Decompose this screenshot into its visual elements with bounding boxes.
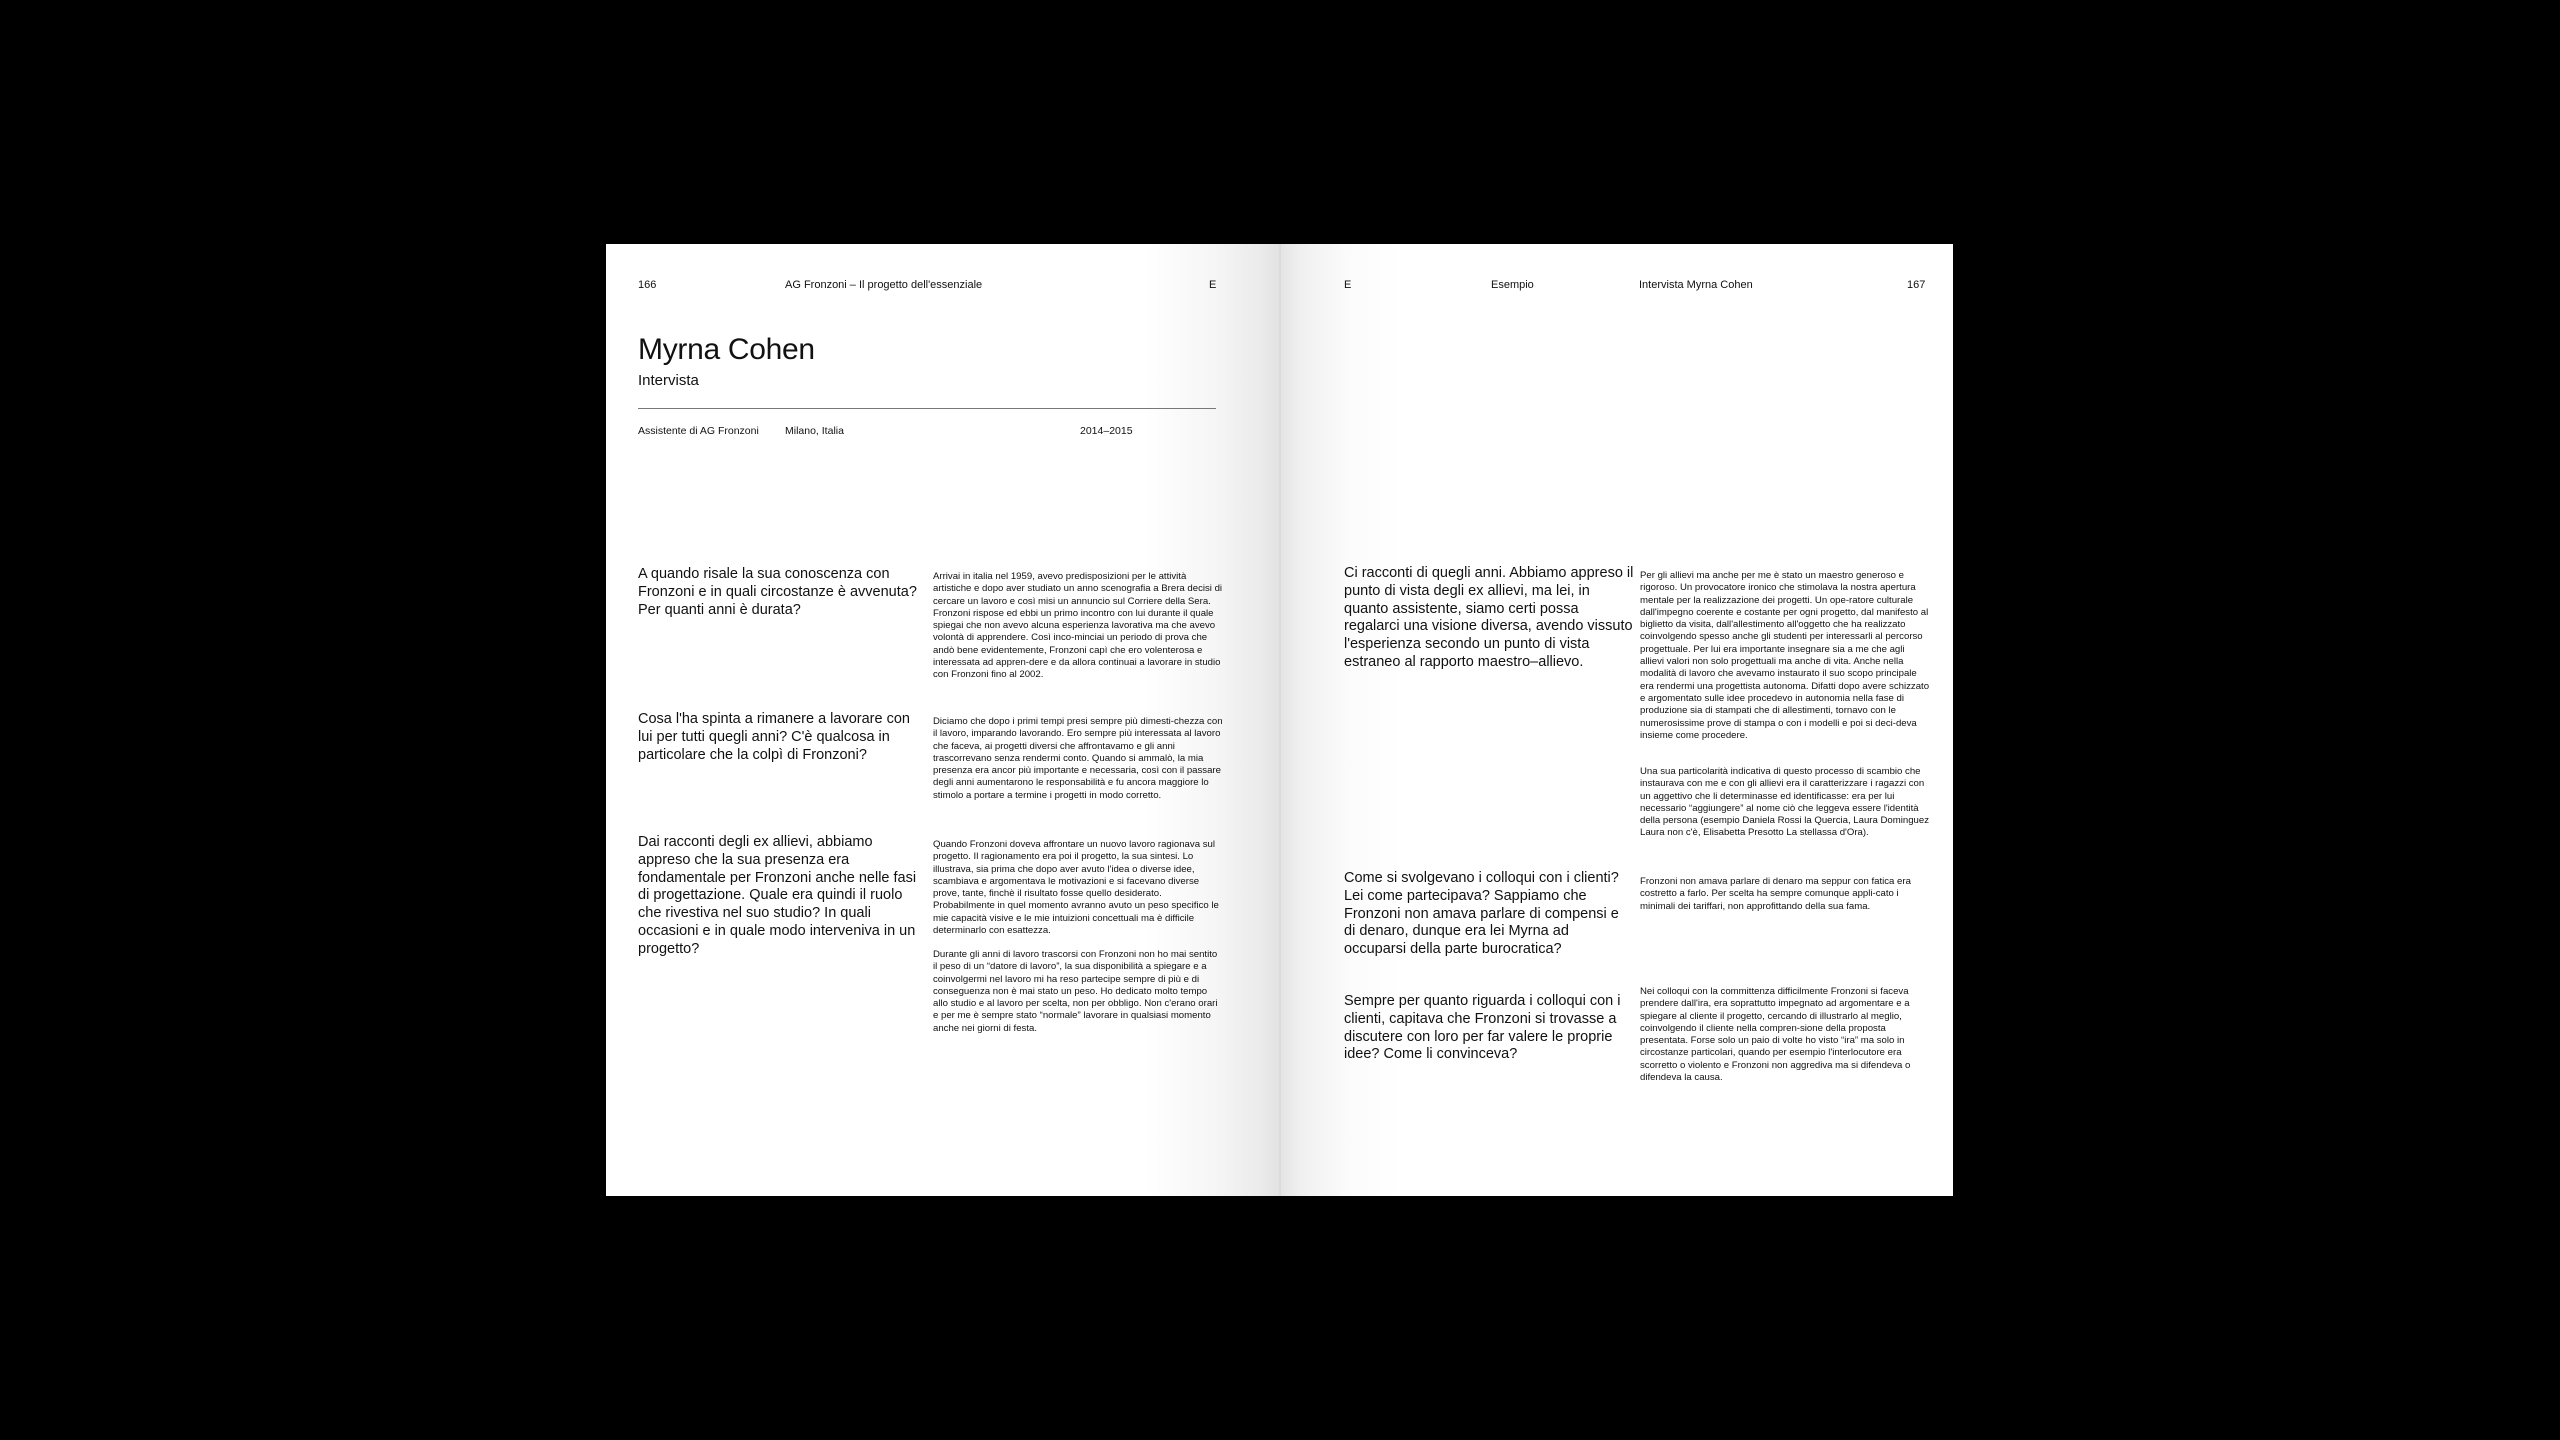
answer-3-paragraph-2: Durante gli anni di lavoro trascorsi con Fronzoni non ho mai sentito il peso di un “datore di lavoro”, la sua disponibilità a spiegare e a coinvolgermi nel lavoro mi ha reso partecipe sempre di più e di conseguenza non è mai stato un peso. Ho dedicato molto tempo allo studio e al lavoro per scelta, non per obbligo. Non c'erano orari e per me è sempre stato “normale” lavorare in qualsiasi momento anche nei giorni di festa. (933, 949, 1218, 1034)
answer-1 (933, 571, 1223, 682)
answer-1-paragraph: Arrivai in italia nel 1959, avevo predisposizioni per le attività artistiche e dopo aver studiato un anno scenografia a Brera decisi di cercare un lavoro e così misi un annuncio sul Corriere della Sera. Fronzoni rispose ed ebbi un primo incontro con lui durante il quale spiegai che non avevo alcuna esperienza lavorativa ma che avevo volontà di apprendere. Così inco-minciai un periodo di prova che andò bene evidentemente, Fronzoni capì che ero volenterosa e interessata ad appren-dere e da allora continuai a lavorare in studio con Fronzoni fino al 2002. (933, 571, 1223, 681)
answer-2-paragraph: Diciamo che dopo i primi tempi presi sempre più dimesti-chezza con il lavoro, imparando lavorando. Ero sempre più interessata al lavoro che faceva, ai progetti diversi che affrontavamo e gli anni trascorrevano senza rendermi conto. Quando si ammalò, la mia presenza era ancor più importante e necessaria, così con il passare degli anni aumentarono le responsabilità e fu ancora maggiore lo stimolo a portare a termine i progetti in modo corretto. (933, 716, 1223, 801)
page-number-left: 166 (638, 279, 657, 291)
answer-4-paragraph-1: Per gli allievi ma anche per me è stato un maestro generoso e rigoroso. Un provocatore ironico che stimolava la nostra apertura mentale per la realizzazione dei progetti. Un ope-ratore culturale dall'impegno coerente e costante per ogni progetto, dal manifesto al biglietto da visita, dall'allestimento all'oggetto che ha realizzato coinvolgendo spesso anche gli studenti per interessarli al percorso progettuale. Per lui era importante insegnare sia a me che agli allievi valori non solo progettuali ma anche di vita. Anche nella modalità di lavoro che avevamo instaurato il suo scopo principale era rendermi una progettista autonoma. Difatti dopo avere schizzato e argomentato sulle idee procedevo in autonomia nella fase di produzione sia di stampati che di allestimenti, tornavo con le numerosissime prove di stampa o con i modelli e poi si deci-deva insieme come procedere. (1640, 570, 1930, 741)
question-5: Come si svolgevano i colloqui con i clienti? Lei come partecipava? Sappiamo che Fronzoni non amava parlare di compensi e di denaro, dunque era lei Myrna ad occuparsi della parte burocratica? (1344, 870, 1619, 958)
running-title-right: Intervista Myrna Cohen (1639, 279, 1753, 291)
question-4: Ci racconti di quegli anni. Abbiamo appreso il punto di vista degli ex allievi, ma lei, in quanto assistente, siamo certi possa regalarci una visione diversa, avendo vissuto l'esperienza secondo un punto di vista estraneo al rapporto maestro–allievo. (1344, 565, 1634, 670)
section-letter-right: E (1344, 279, 1352, 291)
question-6: Sempre per quanto riguarda i colloqui con i clienti, capitava che Fronzoni si trovasse a discutere con loro per far valere le proprie idee? Come li convinceva? (1344, 993, 1621, 1063)
answer-5-paragraph: Fronzoni non amava parlare di denaro ma seppur con fatica era costretto a farlo. Per scelta ha sempre comunque appli-cato i minimali dei tariffari, non approfittando della sua fama. (1640, 876, 1911, 912)
meta-role: Assistente di AG Fronzoni (638, 425, 759, 437)
section-name-right: Esempio (1491, 279, 1534, 291)
question-1: A quando risale la sua conoscenza con Fronzoni e in quali circostanze è avvenuta? Per quanti anni è durata? (638, 566, 917, 618)
question-3: Dai racconti degli ex allievi, abbiamo appreso che la sua presenza era fondamentale per Fronzoni anche nelle fasi di progettazione. Quale era quindi il ruolo che rivestiva nel suo studio? In quali occasioni e in quale modo interveniva in un progetto? (638, 834, 917, 957)
meta-years: 2014–2015 (1080, 425, 1133, 437)
section-letter-left: E (1209, 279, 1217, 291)
answer-6 (1640, 986, 1930, 1084)
page-number-right: 167 (1907, 279, 1926, 291)
question-2: Cosa l'ha spinta a rimanere a lavorare con lui per tutti quegli anni? C'è qualcosa in particolare che la colpì di Fronzoni? (638, 711, 910, 763)
meta-location: Milano, Italia (785, 425, 844, 437)
answer-3 (933, 839, 1223, 937)
running-title-left: AG Fronzoni – Il progetto dell'essenziale (785, 279, 983, 291)
answer-3-paragraph-1: Quando Fronzoni doveva affrontare un nuovo lavoro ragionava sul progetto. Il ragionamento era poi il progetto, la sua sintesi. Lo illustrava, sia prima che dopo aver avuto l'idea o diverse idee, scambiava e argomentava le motivazioni e si facevano diverse prove, tante, finchè il risultato fosse quello desiderato. Probabilmente in quel momento avranno avuto un peso specifico le mie capacità visive e le mie intuizioni concettuali ma è difficile determinarlo con esattezza. (933, 839, 1219, 937)
answer-6-paragraph: Nei colloqui con la committenza difficilmente Fronzoni si faceva prendere dall'ira, era soprattutto impegnato ad argomentare e a spiegare al cliente il progetto, cercando di illustrarlo al meglio, coinvolgendo il cliente nella compren-sione della proposta presentata. Forse solo un paio di volte ho visto “ira” ma solo in circostanze particolari, quando per esempio l'interlocutore era scorretto o violento e Fronzoni non aggrediva ma si difendeva o difendeva la causa. (1640, 986, 1911, 1084)
answer-3b (933, 949, 1223, 1035)
answer-5 (1640, 876, 1930, 913)
title-divider (638, 408, 1216, 409)
answer-4b (1640, 766, 1930, 840)
book-spine (1279, 244, 1281, 1196)
page-subtitle: Intervista (638, 372, 699, 389)
page-title: Myrna Cohen (638, 333, 815, 366)
answer-4 (1640, 570, 1930, 742)
answer-2 (933, 716, 1223, 802)
answer-4-paragraph-2: Una sua particolarità indicativa di questo processo di scambio che instaurava con me e con gli allievi era il caratterizzare i ragazzi con un aggettivo che li determinasse ed identificasse: era per lui necessario “aggiungere” al nome ciò che leggeva essere l'identità della persona (esempio Daniela Rossi la Quercia, Laura Dominguez Laura non c'è, Elisabetta Presotto La stellassa d'Ora). (1640, 766, 1930, 839)
